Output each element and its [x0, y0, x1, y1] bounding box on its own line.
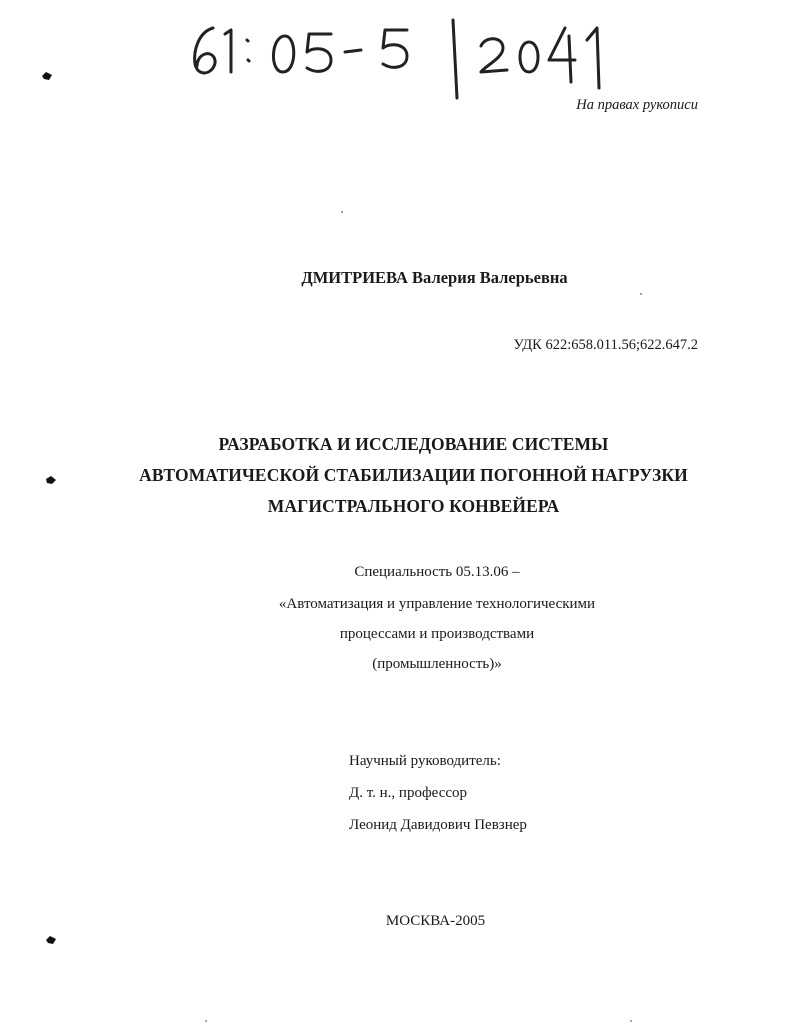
- specialty-line: (промышленность)»: [372, 656, 502, 672]
- scan-speck: [341, 211, 343, 213]
- scan-mark: [45, 932, 57, 942]
- scan-speck: [640, 293, 642, 295]
- title-line: МАГИСТРАЛЬНОГО КОНВЕЙЕРА: [267, 496, 560, 516]
- advisor-label: Научный руководитель:: [349, 753, 501, 769]
- specialty-line: процессами и производствами: [339, 626, 535, 642]
- specialty-code: Специальность 05.13.06 –: [354, 564, 520, 580]
- scan-speck: [205, 1020, 207, 1022]
- manuscript-note: На правах рукописи: [576, 97, 698, 113]
- advisor-degree: Д. т. н., профессор: [349, 785, 468, 801]
- scan-speck: [630, 1020, 632, 1022]
- city-year: МОСКВА-2005: [385, 913, 486, 929]
- handwritten-archive-number: [185, 10, 615, 100]
- udk-code: УДК 622:658.011.56;622.647.2: [513, 337, 698, 353]
- author-name: ДМИТРИЕВА Валерия Валерьевна: [301, 268, 568, 287]
- advisor-name: Леонид Давидович Певзнер: [349, 817, 527, 833]
- title-line: АВТОМАТИЧЕСКОЙ СТАБИЛИЗАЦИИ ПОГОННОЙ НАГРУЗКИ: [139, 465, 688, 485]
- scan-mark: [41, 68, 53, 78]
- title-line: РАЗРАБОТКА И ИССЛЕДОВАНИЕ СИСТЕМЫ: [218, 434, 609, 454]
- specialty-line: «Автоматизация и управление технологическими: [278, 596, 596, 612]
